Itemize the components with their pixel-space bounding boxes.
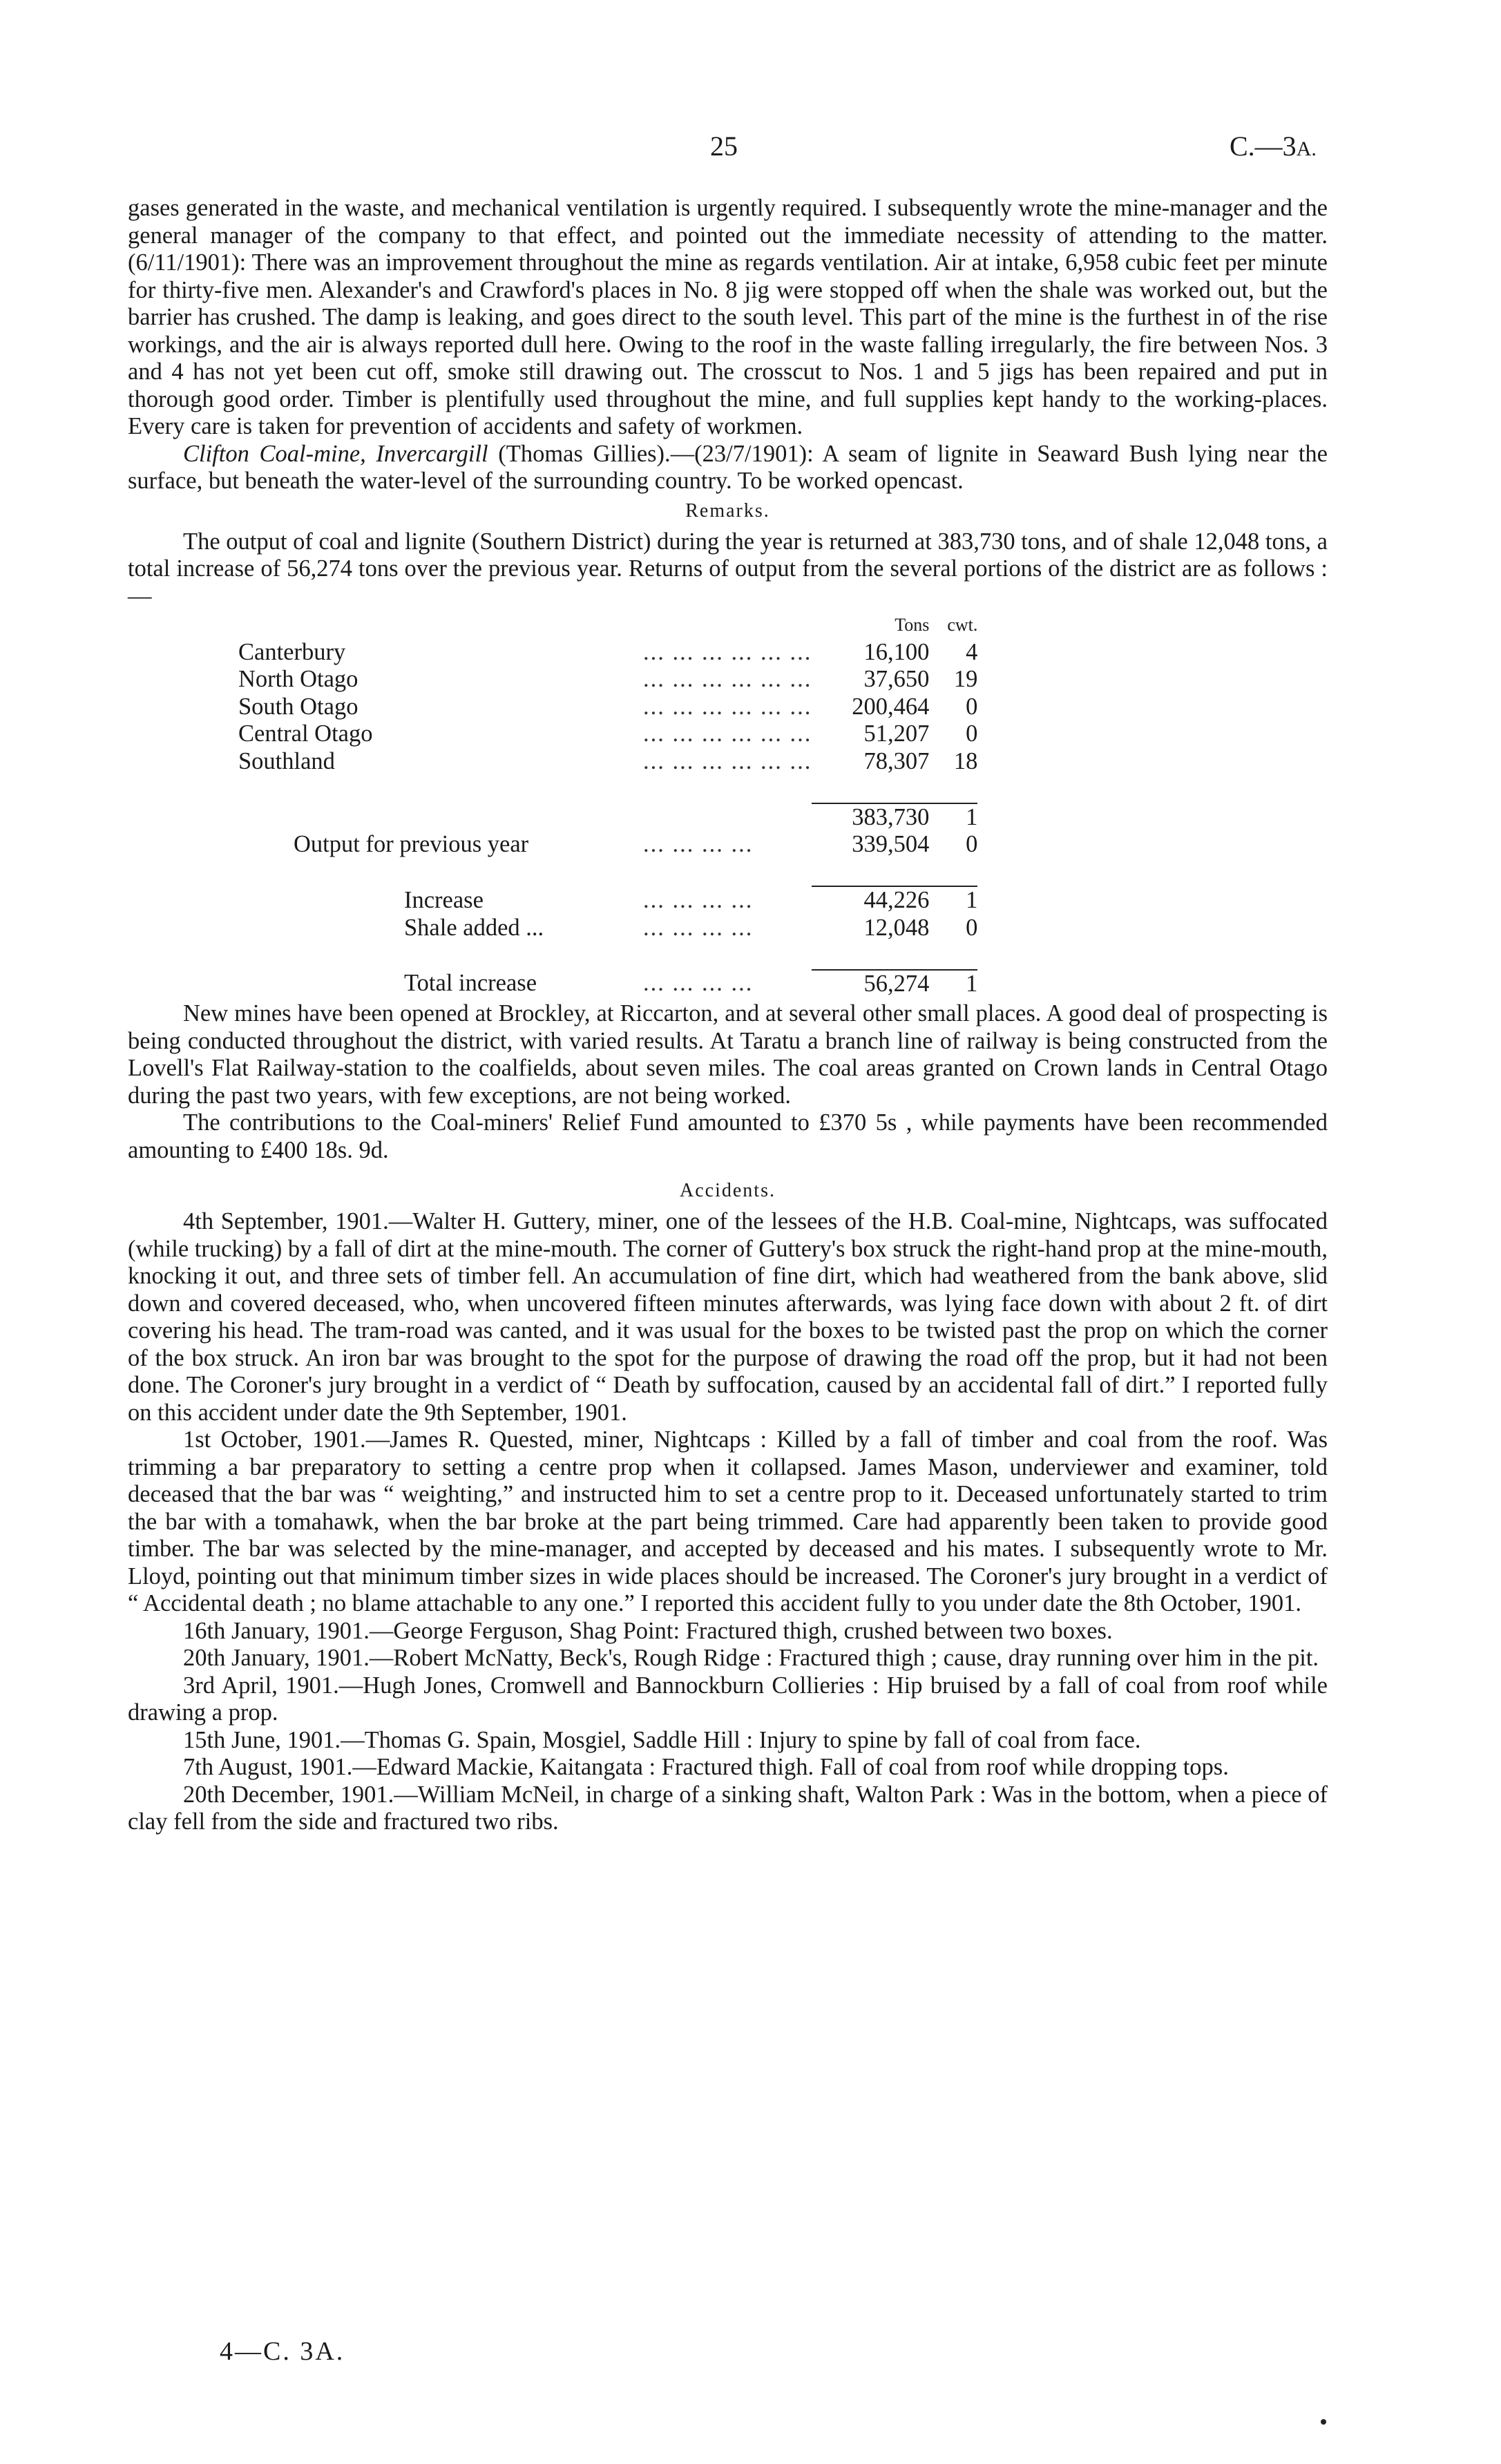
cwt-value: 18 (953, 747, 978, 774)
row-label: Total increase (404, 970, 537, 996)
table-row (128, 748, 977, 776)
mine-name: Clifton Coal-mine, Invercargill (183, 440, 488, 467)
column-header-cwt: cwt. (947, 615, 978, 635)
accident-entry: 1st October, 1901.—James R. Quested, miner, Nightcaps : Killed by a fall of timber and coal from the roof. Was trimming a bar preparatory to setting a centre prop when it collapsed. James Mason, underviewer and examiner, told deceased that the bar was “ weighting,” and instructed him to set a centre prop to it. Deceased unfortunately started to trim the bar with a tomahawk, when the bar broke at the part being trimmed. Care had apparently been taken to provide good timber. The bar was selected by the mine-manager, and accepted by deceased and his mates. I subsequently wrote to Mr. Lloyd, pointing out that minimum timber sizes in wide places should be increased. The Coroner's jury brought in a verdict of “ Accidental death ; no blame attachable to any one.” I reported this accident fully to you under date the 8th October, 1901. (128, 1426, 1328, 1616)
tons-value: 78,307 (863, 747, 930, 774)
leader-dots: ... ... ... ... ... ... (643, 693, 812, 720)
district-name: Canterbury (238, 638, 346, 665)
cwt-value: 0 (966, 693, 978, 720)
table-row (128, 720, 977, 748)
cwt-value: 0 (966, 914, 978, 941)
signature-mark: 4—C. 3A. (220, 2337, 345, 2366)
paragraph: The contributions to the Coal-miners' Relief Fund amounted to £370 5s , while payments have been recommended amounting to £400 18s. 9d. (128, 1109, 1328, 1163)
accident-entry: 7th August, 1901.—Edward Mackie, Kaitangata : Fractured thigh. Fall of coal from roof while dropping tops. (183, 1754, 1229, 1780)
tons-value: 37,650 (863, 666, 930, 692)
cwt-value: 0 (966, 831, 978, 857)
document-reference (1230, 130, 1317, 162)
document-reference-suffix: A. (1296, 137, 1317, 160)
table-row (128, 639, 977, 667)
cwt-value: 19 (953, 666, 978, 692)
remarks-heading: Remarks. (685, 499, 770, 522)
page-header (0, 130, 1501, 164)
accident-entry: 4th September, 1901.—Walter H. Guttery, miner, one of the lessees of the H.B. Coal-mine, Nightcaps, was suffocated (while trucking) by a fall of dirt at the mine-mouth. The corner of Guttery's box struck the right-hand prop at the mine-mouth, knocking it out, and three sets of timber fell. An accumulation of fine dirt, which had weathered from the bank above, slid down and covered deceased, who, when uncovered fifteen minutes afterwards, was lying face down with about 2 ft. of dirt covering his head. The tram-road was canted, and it was usual for the boxes to be twisted past the prop on which the corner of the box struck. An iron bar was brought to the spot for the purpose of drawing the road off the prop, but it had not been done. The Coroner's jury brought in a verdict of “ Death by suffocation, caused by an accidental fall of dirt.” I reported fully on this accident under date the 9th September, 1901. (128, 1208, 1328, 1426)
tons-value: 51,207 (863, 720, 930, 747)
accident-entry: 20th December, 1901.—William McNeil, in charge of a sinking shaft, Walton Park : Was in the bottom, when a piece of clay fell from the side and fractured two ribs. (128, 1781, 1328, 1835)
tons-value: 12,048 (863, 914, 930, 941)
accident-entry: 20th January, 1901.—Robert McNatty, Beck's, Rough Ridge : Fractured thigh ; cause, dray running over him in the pit. (183, 1645, 1319, 1671)
accidents-heading: Accidents. (680, 1180, 776, 1201)
paragraph-clifton (128, 441, 1328, 495)
document-reference-main: C.—3 (1230, 131, 1297, 162)
paragraph: New mines have been opened at Brockley, at Riccarton, and at several other small places. A good deal of prospecting is being conducted throughout the district, with varied results. At Taratu a branch line of railway is being constructed from the Lovell's Flat Railway-station to the coalfields, about seven miles. The coal areas granted on Crown lands in Central Otago during the past two years, with few exceptions, are not being worked. (128, 1000, 1328, 1109)
row-label: Output for previous year (294, 831, 529, 857)
leader-dots: ... ... ... ... ... ... (643, 666, 812, 692)
accident-entry: 16th January, 1901.—George Ferguson, Shag Point: Fractured thigh, crushed between two boxes. (183, 1617, 1113, 1644)
cwt-value: 1 (929, 886, 977, 915)
row-label: Increase (404, 886, 484, 913)
leader-dots: ... ... ... ... (643, 914, 754, 941)
accident-entry: 3rd April, 1901.—Hugh Jones, Cromwell and Bannockburn Collieries : Hip bruised by a fall of coal from roof while drawing a prop. (128, 1672, 1328, 1726)
row-label: Shale added ... (404, 914, 544, 941)
tons-value: 339,504 (852, 831, 930, 857)
leader-dots: ... ... ... ... (643, 886, 754, 913)
table-row (128, 694, 977, 721)
tons-value: 56,274 (812, 970, 929, 998)
total-cwt: 1 (929, 803, 977, 832)
paragraph-text: (Thomas Gillies).—(23/7/1901): A seam of lignite in Seaward Bush lying near the surface, but beneath the water-level of the surrounding country. To be worked opencast. (128, 440, 1328, 494)
district-name: North Otago (238, 666, 358, 692)
column-header-tons: Tons (895, 615, 930, 635)
table-row-shale (128, 915, 977, 942)
leader-dots: ... ... ... ... ... ... (643, 720, 812, 747)
leader-dots: ... ... ... ... ... ... (643, 638, 812, 665)
page-number: 25 (710, 131, 738, 162)
total-tons: 383,730 (812, 803, 929, 832)
district-name: South Otago (238, 693, 358, 720)
ink-dot (1321, 2419, 1326, 2425)
output-table (128, 611, 977, 997)
table-header-row (128, 611, 977, 639)
accident-entry: 15th June, 1901.—Thomas G. Spain, Mosgiel, Saddle Hill : Injury to spine by fall of coal from face. (183, 1726, 1141, 1753)
district-name: Central Otago (238, 720, 373, 747)
leader-dots: ... ... ... ... (643, 970, 754, 996)
tons-value: 16,100 (863, 638, 930, 665)
tons-value: 44,226 (812, 886, 929, 915)
table-total-row (128, 803, 977, 832)
body-text (128, 195, 1328, 1836)
leader-dots: ... ... ... ... (643, 831, 754, 857)
paragraph: gases generated in the waste, and mechanical ventilation is urgently required. I subsequently wrote the mine-manager and the general manager of the company to that effect, and pointed out the immediate necessity of attending to the matter. (6/11/1901): There was an improvement throughout the mine as regards ventilation. Air at intake, 6,958 cubic feet per minute for thirty-five men. Alexander's and Crawford's places in No. 8 jig were stopped off when the shale was worked out, but the barrier has crushed. The damp is leaking, and goes direct to the south level. This part of the mine is the furthest in of the rise workings, and the air is always reported dull here. Owing to the roof in the waste falling irregularly, the fire between Nos. 3 and 4 has not yet been cut off, smoke still drawing out. The crosscut to Nos. 1 and 5 jigs has been repaired and put in thorough good order. Timber is plentifully used throughout the mine, and full supplies kept handy to the working-places. Every care is taken for prevention of accidents and safety of workmen. (128, 195, 1328, 439)
paragraph: The output of coal and lignite (Southern District) during the year is returned at 383,730 tons, and of shale 12,048 tons, a total increase of 56,274 tons over the previous year. Returns of output from the several portions of the district are as follows :— (128, 528, 1328, 609)
table-row (128, 666, 977, 694)
cwt-value: 1 (929, 970, 977, 998)
table-row-total-increase (128, 970, 977, 998)
table-row-increase (128, 886, 977, 915)
leader-dots: ... ... ... ... ... ... (643, 747, 812, 774)
cwt-value: 4 (966, 638, 978, 665)
cwt-value: 0 (966, 720, 978, 747)
district-name: Southland (238, 747, 335, 774)
table-row-previous (128, 831, 977, 859)
tons-value: 200,464 (852, 693, 930, 720)
